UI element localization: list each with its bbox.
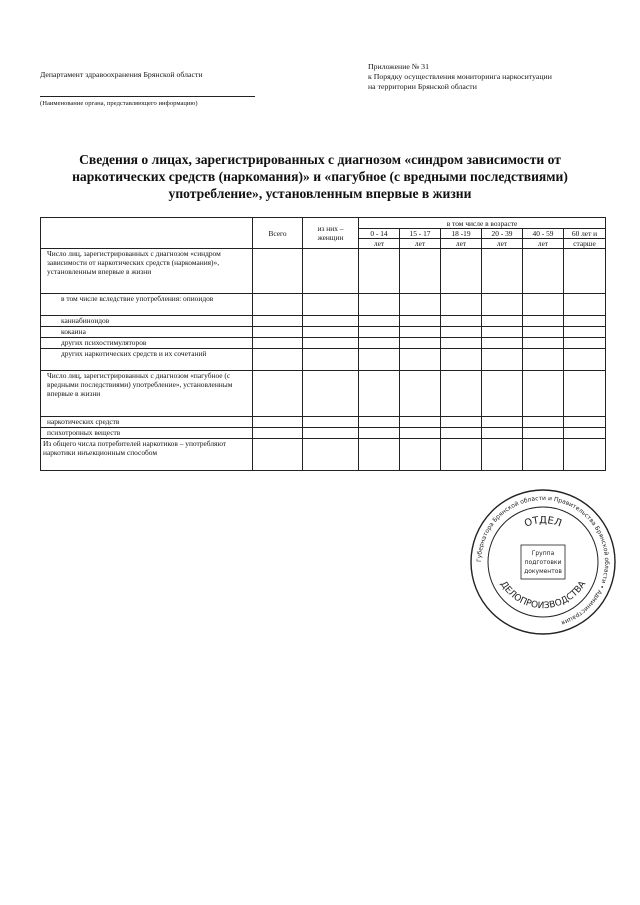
row-label: Число лиц, зарегистрированных с диагнозом «пагубное (с вредными последствиями) употребление», установленным впервые в жизни: [41, 371, 253, 417]
age-header-bottom-5: старше: [564, 239, 606, 249]
document-title: [30, 151, 610, 202]
data-cell: [523, 417, 564, 428]
data-cell: [400, 327, 441, 338]
header-age-group: в том числе в возрасте: [359, 218, 606, 229]
data-cell: [523, 428, 564, 439]
data-cell: [359, 371, 400, 417]
data-cell: [303, 294, 359, 316]
table-row: [41, 371, 606, 417]
data-cell: [253, 349, 303, 371]
data-cell: [253, 371, 303, 417]
data-cell: [303, 417, 359, 428]
data-cell: [359, 294, 400, 316]
data-cell: [253, 417, 303, 428]
appendix-block: [368, 62, 552, 92]
data-cell: [253, 428, 303, 439]
data-cell: [400, 439, 441, 471]
data-cell: [253, 294, 303, 316]
organization-note: (Наименование органа, представляющего информацию): [40, 100, 198, 107]
table-row: [41, 327, 606, 338]
data-cell: [523, 439, 564, 471]
data-cell: [482, 249, 523, 294]
data-cell: [400, 316, 441, 327]
table-row: [41, 338, 606, 349]
data-cell: [441, 349, 482, 371]
row-label: психотропных веществ: [41, 428, 253, 439]
data-cell: [482, 349, 523, 371]
data-cell: [303, 349, 359, 371]
title-line-2: наркотических средств (наркомания)» и «пагубное (с вредными последствиями): [72, 169, 568, 184]
stamp-ring-text: Губернатора Брянской области и Правительства Брянской области • Администрация: [475, 494, 611, 627]
data-cell: [400, 428, 441, 439]
age-header-top-1: 15 - 17: [400, 229, 441, 239]
data-cell: [359, 249, 400, 294]
header-women: из них – женщин: [303, 218, 359, 249]
data-cell: [359, 338, 400, 349]
header-blank-cell: [41, 218, 253, 249]
row-label: Число лиц, зарегистрированных с диагнозом «синдром зависимости от наркотических средств (наркомания)», установленным впервые в жизни: [41, 249, 253, 294]
data-cell: [441, 327, 482, 338]
age-header-top-3: 20 - 39: [482, 229, 523, 239]
data-cell: [253, 439, 303, 471]
data-cell: [482, 371, 523, 417]
age-header-top-5: 60 лет и: [564, 229, 606, 239]
table-row: [41, 417, 606, 428]
data-cell: [482, 316, 523, 327]
age-header-bottom-2: лет: [441, 239, 482, 249]
data-cell: [400, 371, 441, 417]
data-cell: [441, 316, 482, 327]
row-label: других наркотических средств и их сочетаний: [41, 349, 253, 371]
data-cell: [303, 338, 359, 349]
data-cell: [400, 338, 441, 349]
data-cell: [253, 327, 303, 338]
data-cell: [523, 371, 564, 417]
data-cell: [482, 428, 523, 439]
age-header-bottom-1: лет: [400, 239, 441, 249]
age-header-bottom-4: лет: [523, 239, 564, 249]
age-header-bottom-3: лет: [482, 239, 523, 249]
data-cell: [303, 371, 359, 417]
data-cell: [359, 428, 400, 439]
data-cell: [359, 349, 400, 371]
data-cell: [441, 417, 482, 428]
data-cell: [564, 338, 606, 349]
data-cell: [253, 338, 303, 349]
data-cell: [564, 439, 606, 471]
data-cell: [564, 371, 606, 417]
data-cell: [253, 249, 303, 294]
data-cell: [564, 249, 606, 294]
row-label: Из общего числа потребителей наркотиков – употребляют наркотики инъекционным способом: [41, 439, 253, 471]
row-label: других психостимуляторов: [41, 338, 253, 349]
data-cell: [400, 249, 441, 294]
data-cell: [359, 417, 400, 428]
table-row: [41, 316, 606, 327]
title-line-1: Сведения о лицах, зарегистрированных с диагнозом «синдром зависимости от: [79, 152, 561, 167]
stamp-center-line-1: Группа: [531, 550, 555, 557]
data-cell: [482, 417, 523, 428]
data-cell: [441, 428, 482, 439]
table-row: [41, 349, 606, 371]
data-cell: [253, 316, 303, 327]
data-cell: [359, 327, 400, 338]
data-cell: [482, 327, 523, 338]
age-header-top-2: 18 -19: [441, 229, 482, 239]
data-cell: [400, 294, 441, 316]
organization-name: Департамент здравоохранения Брянской области: [40, 70, 203, 79]
stamp-center-line-3: документов: [524, 568, 562, 575]
data-cell: [303, 316, 359, 327]
data-cell: [400, 417, 441, 428]
data-cell: [482, 338, 523, 349]
data-cell: [564, 417, 606, 428]
data-cell: [564, 327, 606, 338]
data-cell: [523, 349, 564, 371]
data-cell: [523, 338, 564, 349]
age-header-bottom-0: лет: [359, 239, 400, 249]
table-row: [41, 294, 606, 316]
data-cell: [441, 371, 482, 417]
data-cell: [564, 428, 606, 439]
data-cell: [482, 439, 523, 471]
data-cell: [303, 249, 359, 294]
row-label: в том числе вследствие употребления: опиоидов: [41, 294, 253, 316]
data-cell: [482, 294, 523, 316]
organization-underline: [40, 96, 255, 97]
table-row: [41, 249, 606, 294]
data-cell: [564, 294, 606, 316]
statistics-table: [40, 217, 606, 471]
department-stamp: [468, 487, 618, 637]
title-line-3: употребление», установленным впервые в жизни: [168, 186, 472, 201]
stamp-center-line-2: подготовки: [524, 559, 562, 566]
row-label: наркотических средств: [41, 417, 253, 428]
data-cell: [303, 428, 359, 439]
header-total: Всего: [253, 218, 303, 249]
data-cell: [523, 327, 564, 338]
data-cell: [441, 294, 482, 316]
age-header-top-0: 0 - 14: [359, 229, 400, 239]
data-cell: [400, 349, 441, 371]
data-cell: [523, 316, 564, 327]
row-label: каннабиноидов: [41, 316, 253, 327]
appendix-title: Приложение № 31: [368, 62, 429, 71]
appendix-line-1: к Порядку осуществления мониторинга наркоситуации: [368, 72, 552, 81]
data-cell: [441, 439, 482, 471]
data-cell: [359, 316, 400, 327]
data-cell: [523, 294, 564, 316]
data-cell: [564, 349, 606, 371]
appendix-line-2: на территории Брянской области: [368, 82, 477, 91]
data-cell: [523, 249, 564, 294]
table-row: [41, 439, 606, 471]
row-label: кокаина: [41, 327, 253, 338]
data-cell: [303, 439, 359, 471]
data-cell: [441, 249, 482, 294]
table-row: [41, 428, 606, 439]
data-cell: [359, 439, 400, 471]
data-cell: [303, 327, 359, 338]
age-header-top-4: 40 - 59: [523, 229, 564, 239]
data-cell: [564, 316, 606, 327]
data-cell: [441, 338, 482, 349]
stamp-bottom-word: ДЕЛОПРОИЗВОДСТВА: [497, 579, 589, 612]
stamp-top-word: ОТДЕЛ: [523, 515, 563, 530]
